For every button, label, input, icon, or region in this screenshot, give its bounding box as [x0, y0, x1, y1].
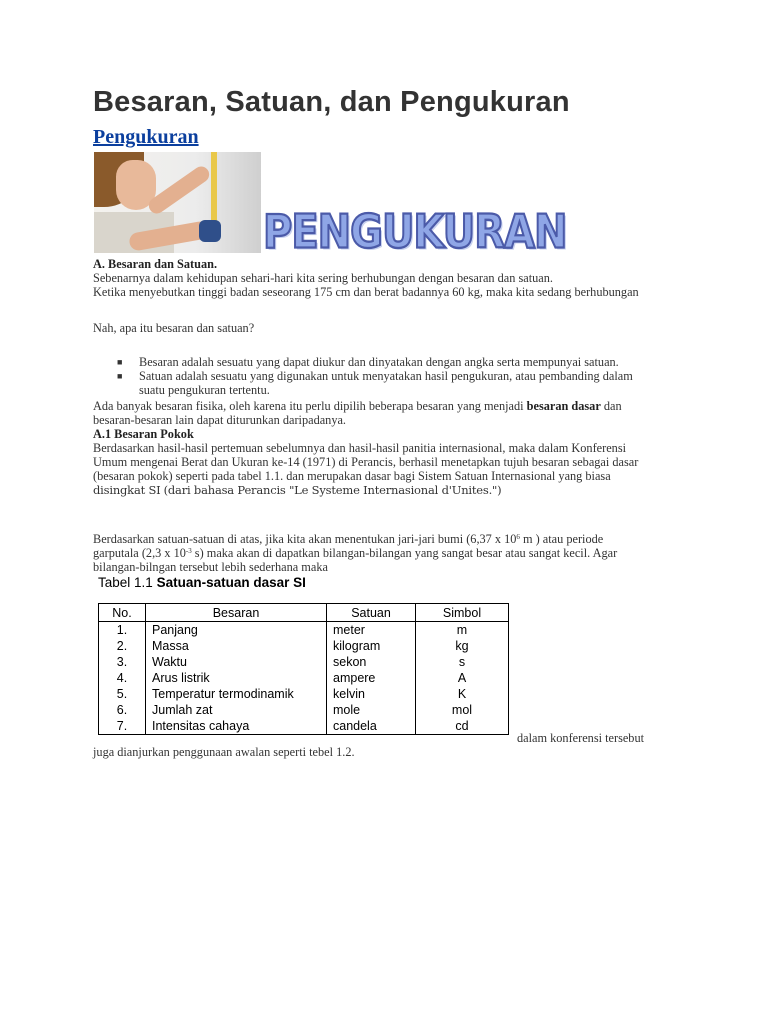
si-units-table	[98, 603, 509, 735]
cell-no: 7.	[99, 718, 146, 735]
cell-satuan: kilogram	[327, 638, 416, 654]
cell-satuan: mole	[327, 702, 416, 718]
table-row	[99, 654, 509, 670]
cell-besaran: Panjang	[146, 622, 327, 639]
cell-simbol: A	[416, 670, 509, 686]
table-header-row	[99, 604, 509, 622]
heading-a1: A.1 Besaran Pokok	[93, 427, 194, 441]
cell-no: 4.	[99, 670, 146, 686]
cell-besaran: Jumlah zat	[146, 702, 327, 718]
cell-no: 1.	[99, 622, 146, 639]
table-row	[99, 638, 509, 654]
measuring-photo	[94, 152, 261, 253]
cell-simbol: s	[416, 654, 509, 670]
cell-no: 5.	[99, 686, 146, 702]
cell-no: 6.	[99, 702, 146, 718]
cell-besaran: Temperatur termodinamik	[146, 686, 327, 702]
cell-besaran: Massa	[146, 638, 327, 654]
table-row	[99, 702, 509, 718]
cell-satuan: ampere	[327, 670, 416, 686]
pengukuran-banner: PENGUKURAN	[263, 206, 567, 259]
table-row	[99, 622, 509, 639]
col-header: No.	[99, 604, 146, 622]
list-item: ■ Besaran adalah sesuatu yang dapat diukur dan dinyatakan dengan angka serta mempunyai satuan.	[117, 355, 619, 369]
page-title: Besaran, Satuan, dan Pengukuran	[93, 86, 570, 118]
cell-satuan: sekon	[327, 654, 416, 670]
cell-satuan: meter	[327, 622, 416, 639]
paragraph-5-line3: bilangan-bilngan tersebut lebih sederhana maka	[93, 560, 328, 574]
paragraph-3: Ada banyak besaran fisika, oleh karena itu perlu dipilih beberapa besaran yang menjadi besaran dasar dan	[93, 399, 622, 413]
table-caption: Tabel 1.1 Satuan-satuan dasar SI	[98, 575, 306, 590]
heading-a: A. Besaran dan Satuan.	[93, 257, 218, 271]
list-item: ■ Satuan adalah sesuatu yang digunakan untuk menyatakan hasil pengukuran, atau pembanding dalam	[117, 369, 633, 383]
pengukuran-link[interactable]: Pengukuran	[93, 126, 199, 148]
list-item-continuation: suatu pengukuran tertentu.	[139, 383, 270, 397]
cell-simbol: K	[416, 686, 509, 702]
cell-besaran: Waktu	[146, 654, 327, 670]
final-line: juga dianjurkan penggunaan awalan seperti tebel 1.2.	[93, 745, 355, 759]
cell-simbol: cd	[416, 718, 509, 735]
paragraph-5-line1: Berdasarkan satuan-satuan di atas, jika kita akan menentukan jari-jari bumi (6,37 x $10^6$ m ) atau periode	[93, 532, 604, 546]
table-row	[99, 686, 509, 702]
paragraph-1: Sebenarnya dalam kehidupan sehari-hari kita sering berhubungan dengan besaran dan satuan.	[93, 271, 553, 285]
paragraph-4-line4: disingkat SI (dari bahasa Perancis "Le Systeme Internasional d'Unites.")	[93, 483, 502, 497]
paragraph-4-line3: (besaran pokok) seperti pada tabel 1.1. dan merupakan dasar bagi Sistem Satuan Internasional yang biasa	[93, 469, 611, 483]
paragraph-3-line2: besaran-besaran lain dapat diturunkan daripadanya.	[93, 413, 346, 427]
cell-besaran: Intensitas cahaya	[146, 718, 327, 735]
definition-list	[93, 355, 673, 397]
paragraph-5-line2: garputala (2,3 x $10^{-3}$ s) maka akan di dapatkan bilangan-bilangan yang sangat besar atau sangat kecil. Agar	[93, 546, 618, 560]
table-row	[99, 718, 509, 735]
cell-simbol: m	[416, 622, 509, 639]
paragraph-4-line1: Berdasarkan hasil-hasil pertemuan sebelumnya dan hasil-hasil panitia internasional, maka dalam Konferensi	[93, 441, 627, 455]
col-header: Satuan	[327, 604, 416, 622]
cell-besaran: Arus listrik	[146, 670, 327, 686]
paragraph-4-line2: Umum mengenai Berat dan Ukuran ke-14 (1971) di Perancis, berhasil menetapkan tujuh besaran sebagai dasar	[93, 455, 639, 469]
question: Nah, apa itu besaran dan satuan?	[93, 321, 255, 335]
cell-simbol: mol	[416, 702, 509, 718]
cell-satuan: kelvin	[327, 686, 416, 702]
cell-simbol: kg	[416, 638, 509, 654]
cell-satuan: candela	[327, 718, 416, 735]
paragraph-2: Ketika menyebutkan tinggi badan seseorang 175 cm dan berat badannya 60 kg, maka kita sedang berhubungan	[93, 285, 639, 299]
col-header: Besaran	[146, 604, 327, 622]
cell-no: 3.	[99, 654, 146, 670]
col-header: Simbol	[416, 604, 509, 622]
cell-no: 2.	[99, 638, 146, 654]
after-table-text: dalam konferensi tersebut	[517, 731, 645, 745]
table-row	[99, 670, 509, 686]
